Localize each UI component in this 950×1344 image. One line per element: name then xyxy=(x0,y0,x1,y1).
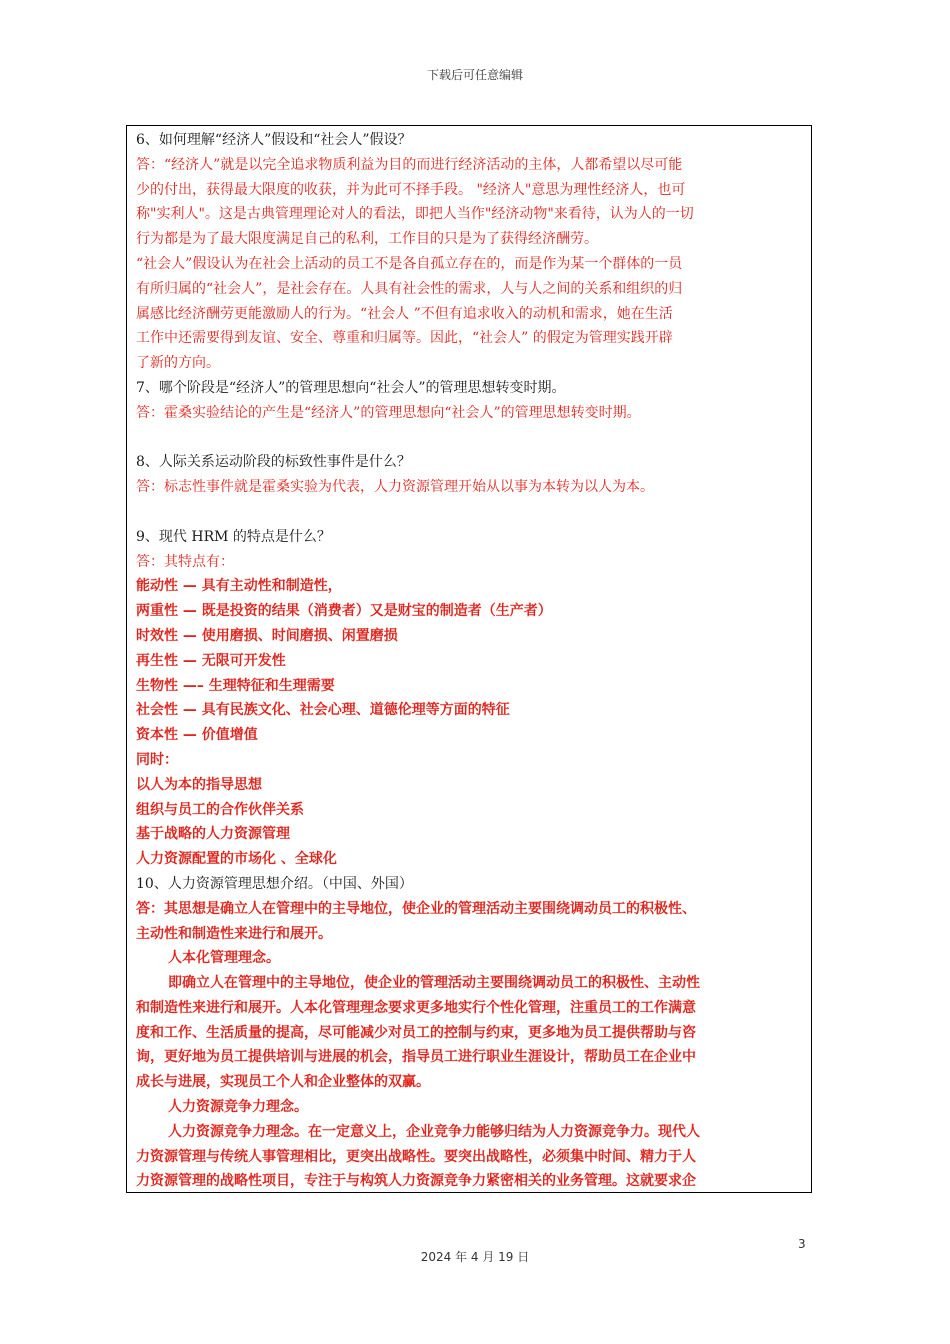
answer-line-bold: 再生性 — 无限可开发性 xyxy=(136,652,286,669)
answer-line: 工作中还需要得到友谊、安全、尊重和归属等。因此，“社会人” 的假定为管理实践开辟 xyxy=(136,330,673,347)
answer-line: 答：霍桑实验结论的产生是“经济人”的管理思想向“社会人”的管理思想转变时期。 xyxy=(136,404,641,421)
answer-line-bold: 社会性 — 具有民族文化、社会心理、道德伦理等方面的特征 xyxy=(136,702,510,719)
question-line: 10、人力资源管理思想介绍。（中国、外国） xyxy=(136,875,413,892)
answer-line-indented: 人力资源竞争力理念。 xyxy=(168,1099,308,1116)
answer-line-bold: 主动性和制造性来进行和展开。 xyxy=(136,925,332,942)
answer-line-bold: 组织与员工的合作伙伴关系 xyxy=(136,801,304,818)
question-line: 7、哪个阶段是“经济人”的管理思想向“社会人”的管理思想转变时期。 xyxy=(136,379,566,396)
answer-line-bold: 以人为本的指导思想 xyxy=(136,776,262,793)
content-box xyxy=(126,125,812,1193)
answer-line-bold: 同时： xyxy=(136,751,178,768)
answer-line-bold: 能动性 — 具有主动性和制造性， xyxy=(136,578,342,595)
answer-line-bold: 和制造性来进行和展开。人本化管理理念要求更多地实行个性化管理，注重员工的工作满意 xyxy=(136,999,696,1016)
question-line: 8、人际关系运动阶段的标致性事件是什么？ xyxy=(136,454,411,471)
answer-line: 少的付出，获得最大限度的收获，并为此可不择手段。 "经济人"意思为理性经济人，也可 xyxy=(136,181,686,198)
question-line: 6、如何理解“经济人”假设和“社会人”假设？ xyxy=(136,132,412,148)
answer-line-bold: 成长与进展，实现员工个人和企业整体的双赢。 xyxy=(136,1074,430,1091)
answer-line: 行为都是为了最大限度满足自己的私利，工作目的只是为了获得经济酬劳。 xyxy=(136,231,598,248)
answer-line: “社会人”假设认为在社会上活动的员工不是各自孤立存在的，而是作为某一个群体的一员 xyxy=(136,255,683,272)
answer-line: 有所归属的“社会人”，是社会存在。人具有社会性的需求，人与人之间的关系和组织的归 xyxy=(136,280,683,297)
answer-line-bold: 资本性 — 价值增值 xyxy=(136,727,258,744)
answer-line-bold: 时效性 — 使用磨损、时间磨损、闲置磨损 xyxy=(136,627,398,644)
answer-line: 属感比经济酬劳更能激励人的行为。“社会人 ”不但有追求收入的动机和需求，她在生活 xyxy=(136,305,673,322)
answer-line-indented: 人力资源竞争力理念。在一定意义上，企业竞争力能够归结为人力资源竞争力。现代人 xyxy=(168,1123,700,1140)
answer-line-bold: 询，更好地为员工提供培训与进展的机会，指导员工进行职业生涯设计，帮助员工在企业中 xyxy=(136,1049,696,1066)
answer-line-indented: 人本化管理理念。 xyxy=(168,950,280,967)
answer-line-bold: 基于战略的人力资源管理 xyxy=(136,826,290,843)
answer-line-bold: 生物性 —– 生理特征和生理需要 xyxy=(136,677,335,694)
answer-line: 答：标志性事件就是霍桑实验为代表，人力资源管理开始从以事为本转为以人为本。 xyxy=(136,479,654,496)
answer-line-bold: 两重性 — 既是投资的结果（消费者）又是财宝的制造者（生产者） xyxy=(136,603,552,620)
answer-line-bold: 答：其思想是确立人在管理中的主导地位，使企业的管理活动主要围绕调动员工的积极性、 xyxy=(136,900,696,917)
footer-date: 2024 年 4 月 19 日 xyxy=(420,1250,530,1264)
page-number: 3 xyxy=(798,1237,806,1251)
answer-line: 了新的方向。 xyxy=(136,355,220,372)
page-header: 下载后可任意编辑 xyxy=(426,68,523,82)
question-line: 9、现代 HRM 的特点是什么？ xyxy=(136,528,331,545)
answer-line-bold: 人力资源配置的市场化 、全球化 xyxy=(136,851,337,868)
blank-line xyxy=(136,426,803,451)
answer-line: 答：其特点有： xyxy=(136,553,234,570)
answer-line-bold: 力资源管理的战略性项目，专注于与构筑人力资源竞争力紧密相关的业务管理。这就要求企 xyxy=(136,1173,696,1190)
answer-line-indented: 即确立人在管理中的主导地位，使企业的管理活动主要围绕调动员工的积极性、主动性 xyxy=(168,975,700,992)
answer-line-bold: 度和工作、生活质量的提高，尽可能减少对员工的控制与约束，更多地为员工提供帮助与咨 xyxy=(136,1024,696,1041)
answer-line: 称"实利人"。这是古典管理理论对人的看法，即把人当作"经济动物"来看待，认为人的一切 xyxy=(136,206,694,223)
blank-line xyxy=(136,500,803,525)
answer-line-bold: 力资源管理与传统人事管理相比，更突出战略性。要突出战略性，必须集中时间、精力于人 xyxy=(136,1148,696,1165)
answer-line: 答：“经济人”就是以完全追求物质利益为目的而进行经济活动的主体，人都希望以尽可能 xyxy=(136,156,683,173)
